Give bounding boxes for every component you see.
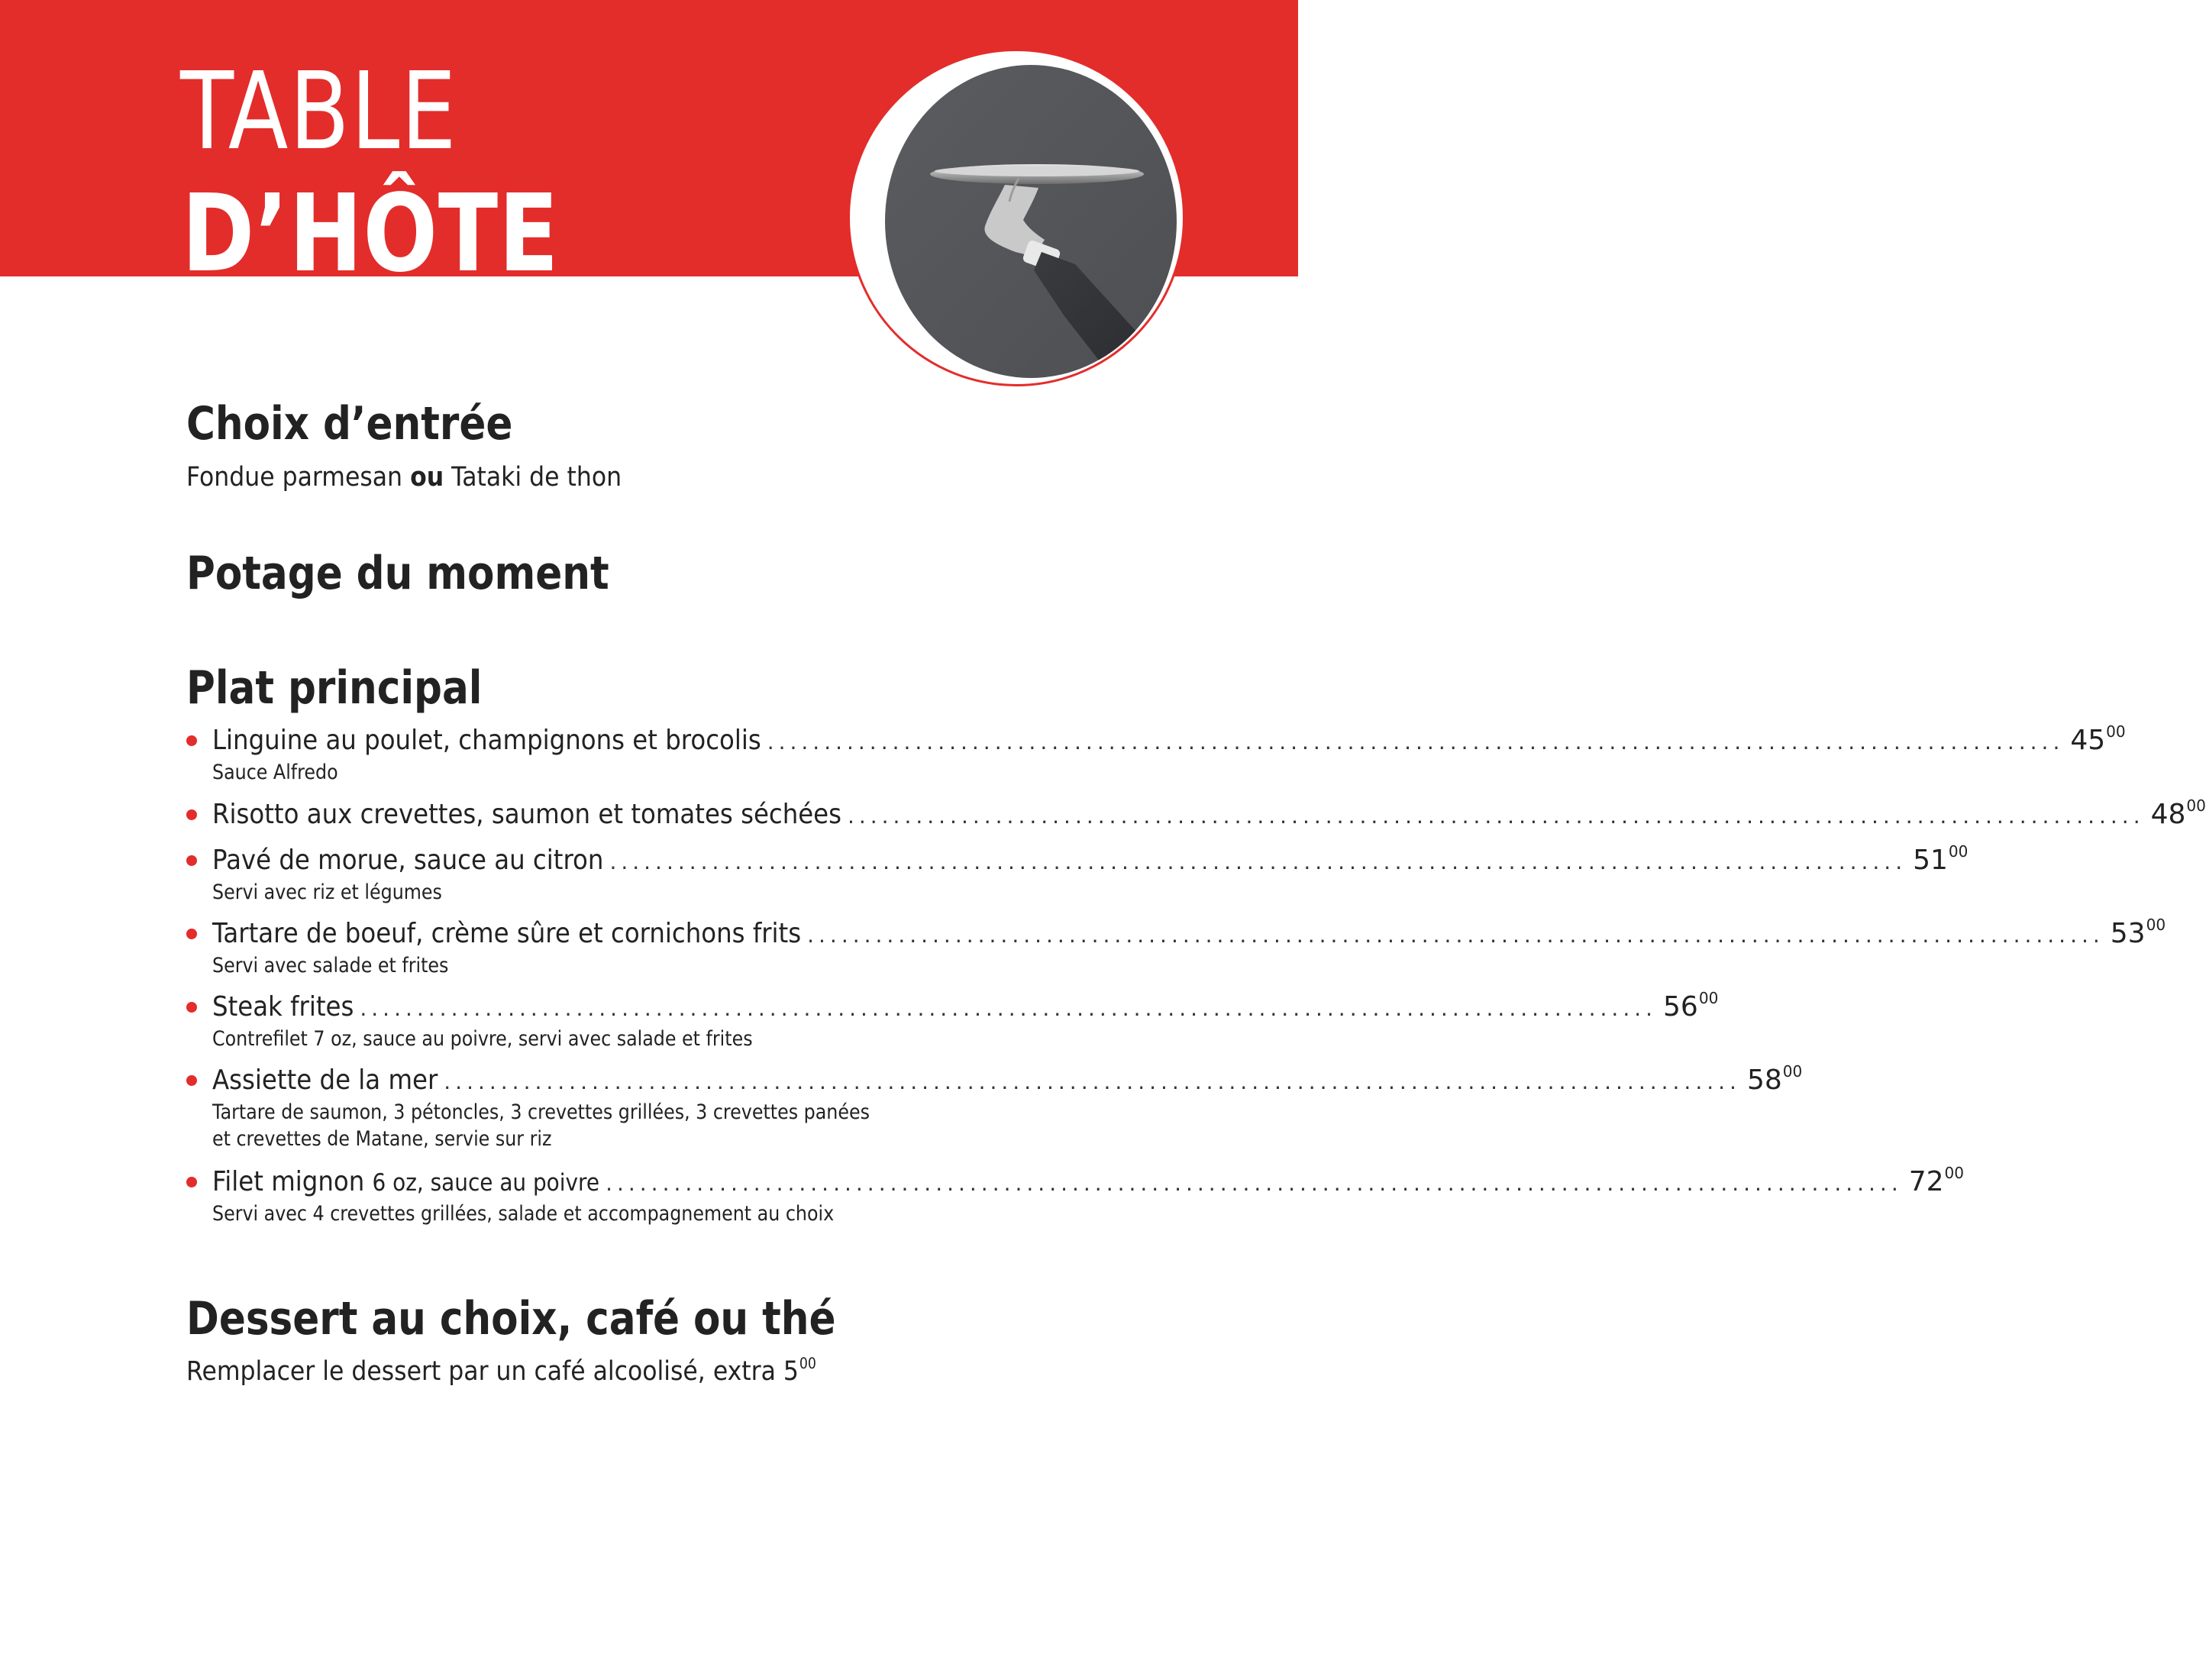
menu-item-price: $56^{00}$ [1663,989,1719,1023]
section-title-dessert: Dessert au choix, café ou thé [186,1292,836,1346]
menu-item [186,796,2206,833]
leader-dots: .................................................................................................................. [360,996,1658,1021]
bullet-icon [186,1002,197,1013]
entree-option-2: Tataki de thon [451,462,622,493]
entree-options [186,460,622,494]
dessert-subtitle-cents: 00 [799,1354,816,1372]
menu-item [186,1062,1803,1152]
waiter-hand-holding-tray-icon [884,64,1177,379]
menu-item-description: Servi avec 4 crevettes grillées, salade et accompagnement au choix [212,1202,835,1226]
leader-dots: .................................................................................................................. [847,803,2145,829]
section-title-plat: Plat principal [186,661,483,715]
bullet-icon [186,735,197,746]
menu-item-description: Sauce Alfredo [212,761,338,784]
entree-conjunction: ou [410,462,444,493]
menu-item-description: Contrefilet 7 oz, sauce au poivre, servi avec salade et frites [212,1027,753,1051]
menu-item-name: Pavé de morue, sauce au citron [212,845,604,876]
menu-item-name: Linguine au poulet, champignons et brocolis [212,725,761,756]
title-line-1: TABLE [180,50,458,174]
menu-item-description: Servi avec riz et légumes [212,880,442,904]
bullet-icon [186,929,197,939]
leader-dots: .................................................................................................................. [807,922,2104,948]
menu-item-price: $45^{00}$ [2070,722,2126,756]
leader-dots: .................................................................................................................. [444,1069,1741,1094]
menu-item-price: $72^{00}$ [1908,1164,1964,1197]
menu-item-description-line-2: et crevettes de Matane, servie sur riz [212,1127,552,1151]
menu-item [186,989,1719,1052]
menu-item [186,1164,1964,1227]
menu-item-name: Steak frites [212,991,354,1023]
title-line-2: D’HÔTE [182,172,560,296]
menu-item-description: Servi avec salade et frites [212,954,449,977]
menu-item-name: Filet mignon 6 oz, sauce au poivre [212,1166,600,1197]
menu-item-price: $48^{00}$ [2150,796,2206,830]
menu-item [186,842,1969,906]
leader-dots: .................................................................................................................. [609,849,1907,874]
menu-item-note: 6 oz, sauce au poivre [372,1169,600,1197]
bullet-icon [186,1177,197,1187]
bullet-icon [186,1075,197,1086]
entree-option-1: Fondue parmesan [186,462,403,493]
menu-item-name: Assiette de la mer [212,1065,438,1096]
menu-item-price: $51^{00}$ [1913,842,1969,876]
leader-dots: .................................................................................................................. [606,1171,1903,1196]
section-title-potage: Potage du moment [186,547,609,600]
menu-item-price: $53^{00}$ [2110,916,2166,949]
leader-dots: .................................................................................................................. [767,729,2065,754]
menu-item-name: Tartare de boeuf, crème sûre et cornichons frits [212,918,802,949]
menu-item [186,722,2126,786]
menu-item [186,916,2166,979]
menu-item-price: $58^{00}$ [1746,1062,1803,1096]
menu-item-name: Risotto aux crevettes, saumon et tomates séchées [212,799,841,830]
bullet-icon [186,809,197,820]
section-title-entree: Choix d’entrée [186,397,513,451]
dessert-subtitle: Remplacer le dessert par un café alcoolisé, extra $5^{00}$ [186,1354,816,1387]
menu-item-description: Tartare de saumon, 3 pétoncles, 3 crevettes grillées, 3 crevettes panées [212,1100,870,1124]
bullet-icon [186,855,197,866]
